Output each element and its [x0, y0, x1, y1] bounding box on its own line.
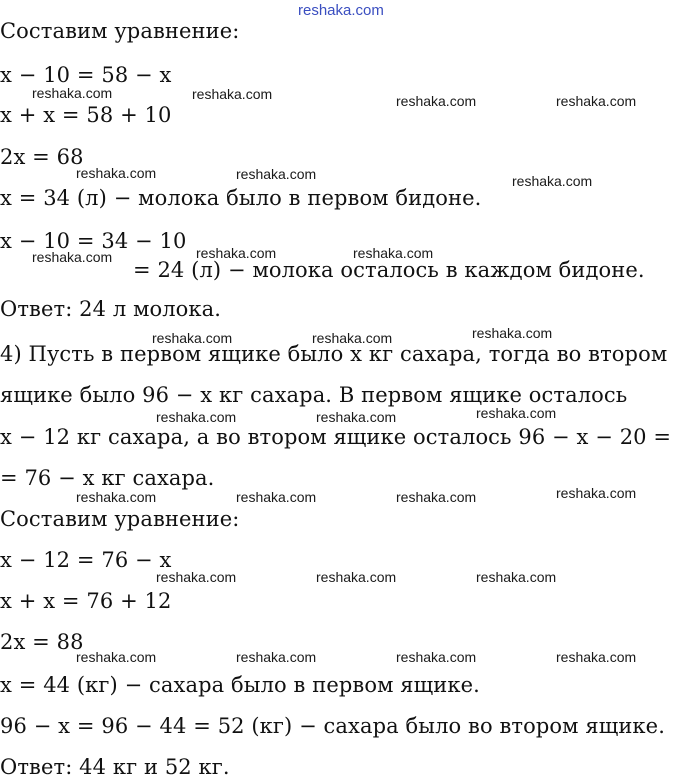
watermark: reshaka.com [32, 85, 113, 101]
text-line-problem-4-1: 4) Пусть в первом ящике было x кг сахара, тогда во втором [0, 342, 668, 366]
text-line-answer-2: Ответ: 44 кг и 52 кг. [0, 755, 230, 779]
watermark: reshaka.com [472, 325, 553, 341]
watermark: reshaka.com [76, 489, 157, 505]
watermark: reshaka.com [396, 489, 477, 505]
watermark: reshaka.com [476, 569, 557, 585]
text-line-equation-7: 2x = 88 [0, 630, 84, 654]
watermark: reshaka.com [236, 166, 317, 182]
text-line-equation-3: 2x = 68 [0, 145, 84, 169]
text-line-equation-6: x + x = 76 + 12 [0, 589, 172, 613]
text-line-answer-1: Ответ: 24 л молока. [0, 297, 222, 321]
watermark: reshaka.com [396, 93, 477, 109]
watermark: reshaka.com [152, 330, 233, 346]
text-line-equation-4: x − 10 = 34 − 10 [0, 229, 187, 253]
text-line-problem-4-4: = 76 − x кг сахара. [0, 466, 215, 490]
watermark: reshaka.com [156, 409, 237, 425]
watermark: reshaka.com [196, 245, 277, 261]
watermark: reshaka.com [236, 489, 317, 505]
watermark: reshaka.com [192, 86, 273, 102]
text-line-equation-5: x − 12 = 76 − x [0, 548, 172, 572]
watermark: reshaka.com [476, 405, 557, 421]
text-line-result-1: x = 34 (л) − молока было в первом бидоне. [0, 186, 482, 210]
text-line-problem-4-2: ящике было 96 − x кг сахара. В первом ящике осталось [0, 383, 628, 407]
text-line-result-4: 96 − x = 96 − 44 = 52 (кг) − сахара было во втором ящике. [0, 714, 665, 738]
watermark: reshaka.com [316, 409, 397, 425]
watermark: reshaka.com [353, 245, 434, 261]
text-line-heading-1: Составим уравнение: [0, 19, 240, 43]
watermark: reshaka.com [236, 649, 317, 665]
text-line-result-2: = 24 (л) − молока осталось в каждом бидоне. [133, 258, 645, 282]
watermark: reshaka.com [556, 649, 637, 665]
text-line-problem-4-3: x − 12 кг сахара, а во втором ящике осталось 96 − x − 20 = [0, 425, 672, 449]
watermark: reshaka.com [396, 649, 477, 665]
text-line-equation-2: x + x = 58 + 10 [0, 103, 172, 127]
watermark: reshaka.com [32, 249, 113, 265]
watermark: reshaka.com [556, 93, 637, 109]
text-line-equation-1: x − 10 = 58 − x [0, 63, 172, 87]
watermark: reshaka.com [316, 569, 397, 585]
text-line-heading-2: Составим уравнение: [0, 507, 240, 531]
watermark: reshaka.com [76, 165, 157, 181]
text-line-result-3: x = 44 (кг) − сахара было в первом ящике. [0, 673, 480, 697]
watermark: reshaka.com [312, 330, 393, 346]
watermark: reshaka.com [76, 649, 157, 665]
watermark: reshaka.com [556, 485, 637, 501]
watermark-top: reshaka.com [298, 2, 384, 19]
watermark: reshaka.com [156, 569, 237, 585]
watermark: reshaka.com [512, 173, 593, 189]
